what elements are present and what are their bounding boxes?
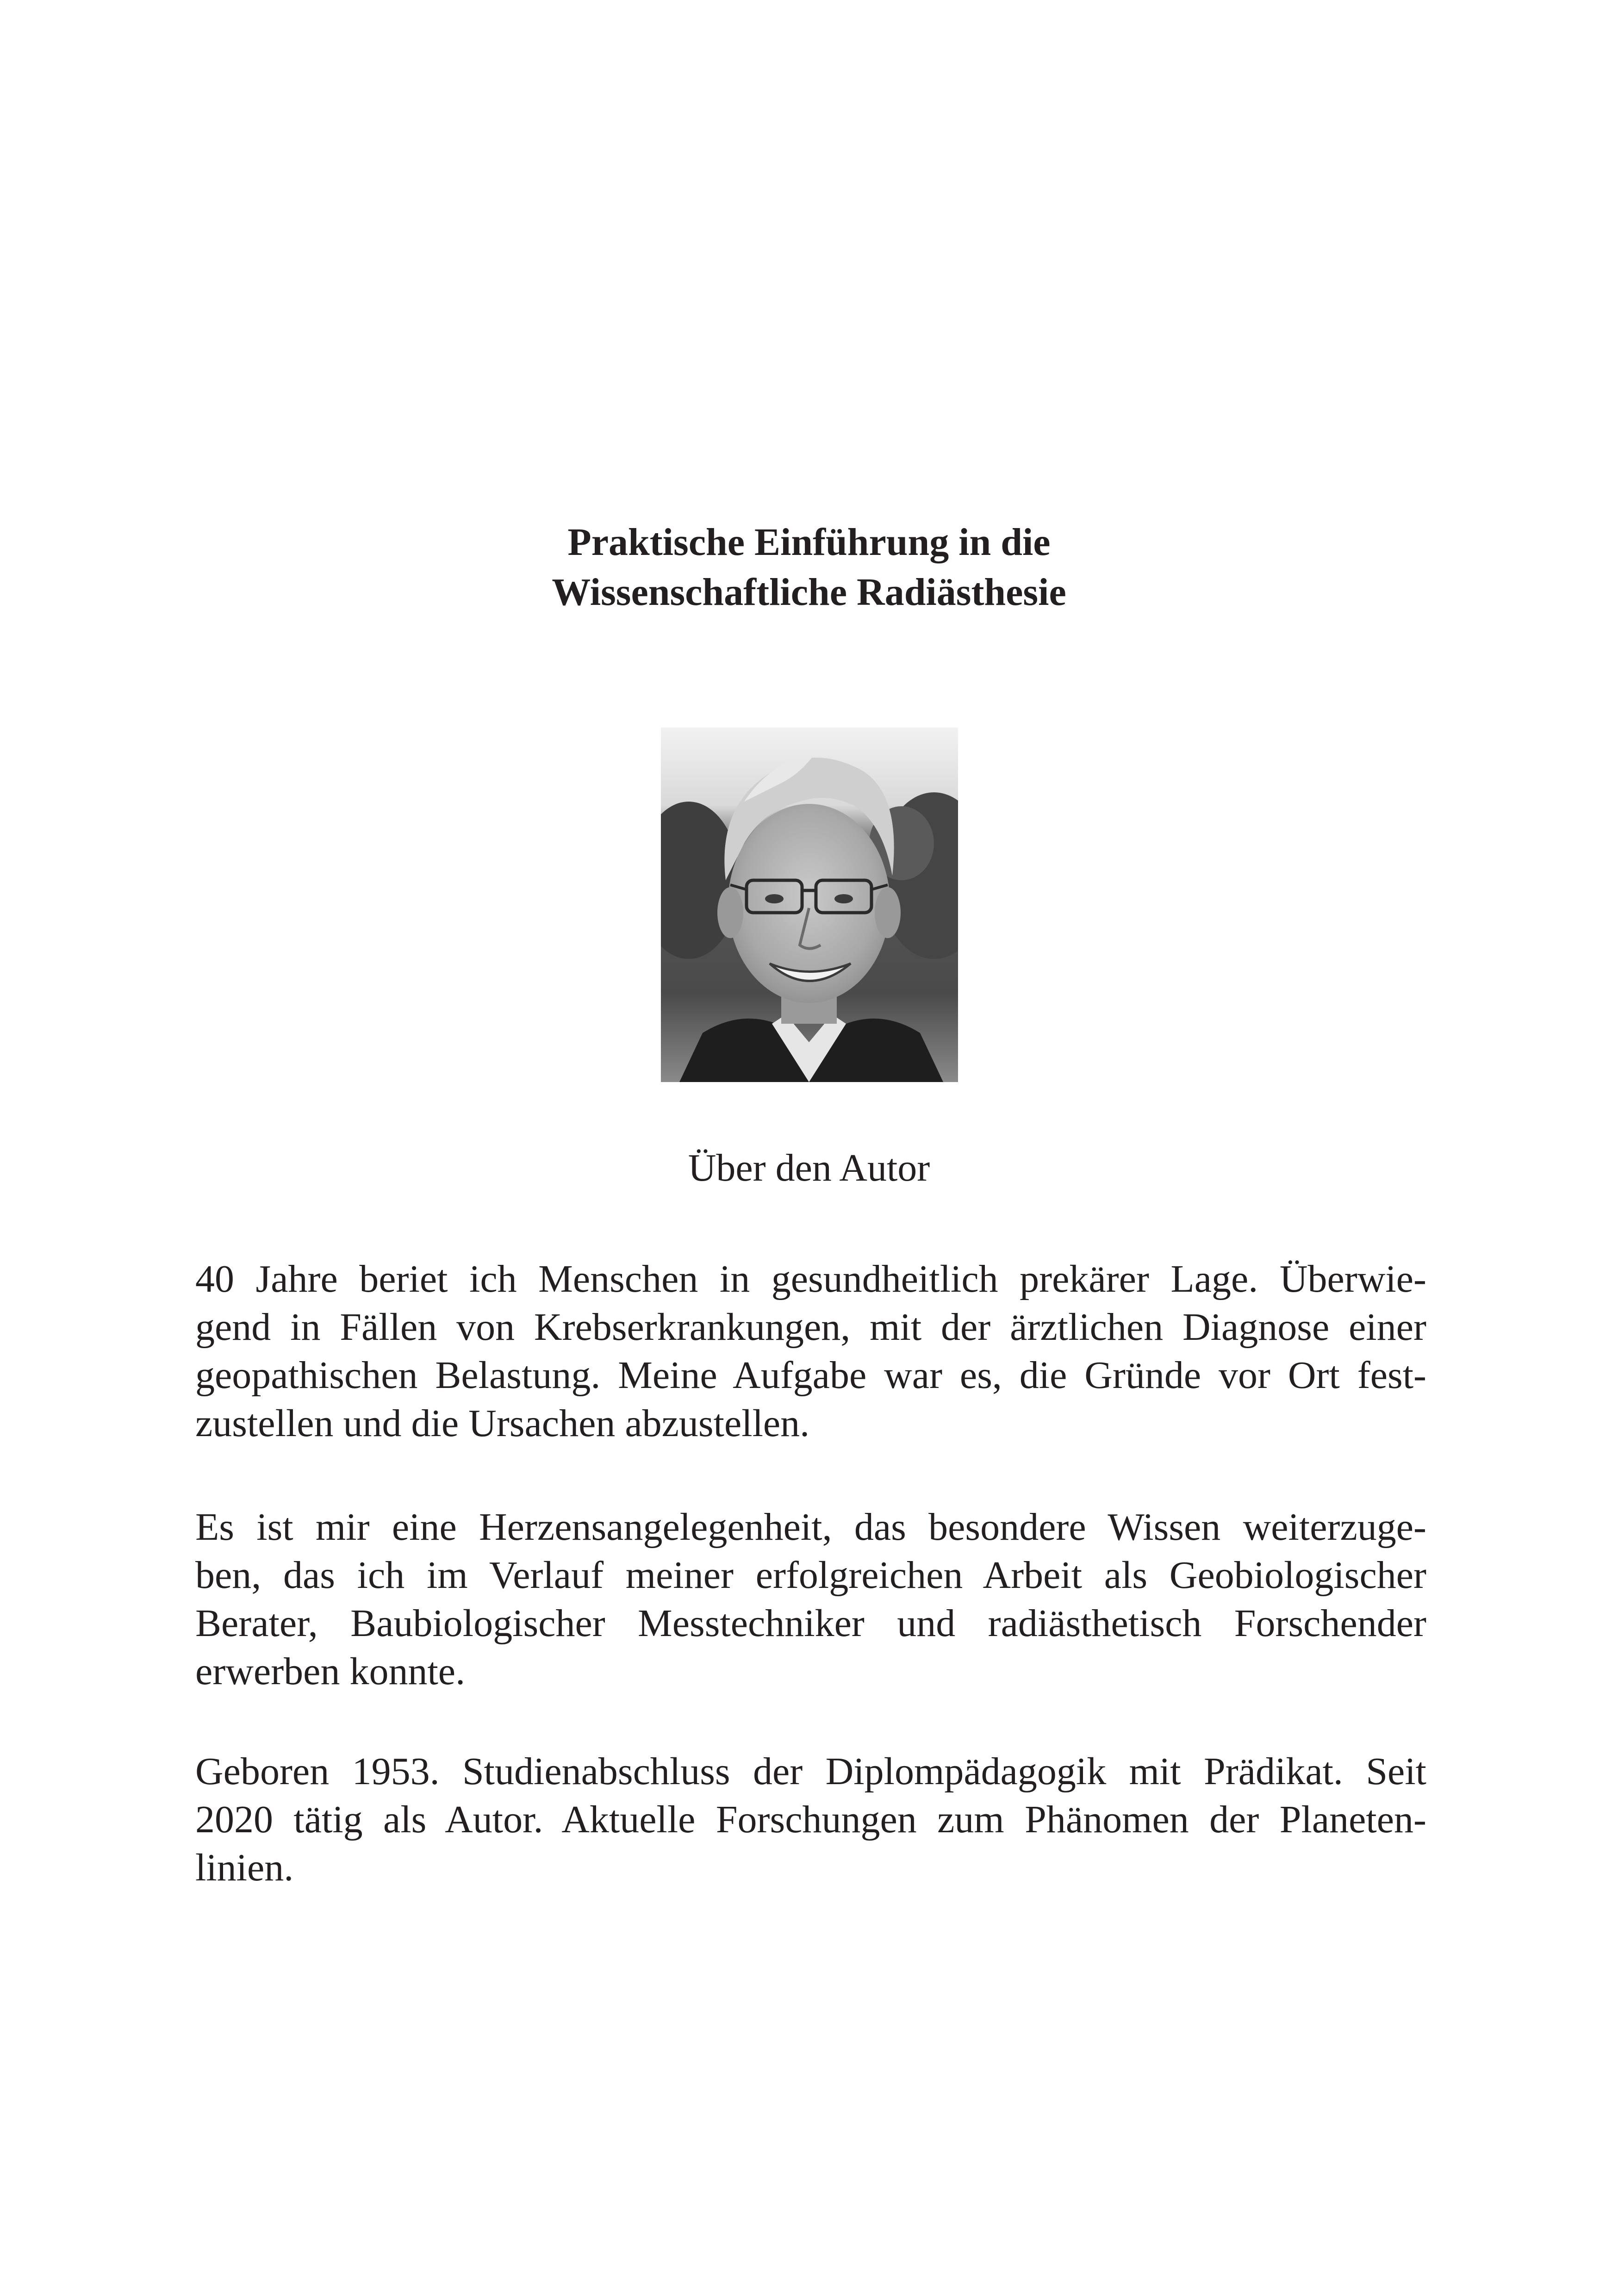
portrait-photo-icon	[661, 728, 958, 1082]
book-title	[0, 517, 1618, 617]
bio-line: Es ist mir eine Herzensangelegenheit, das besondere Wissen weiterzuge-	[195, 1506, 1426, 1549]
bio-paragraph-1	[195, 1255, 1426, 1448]
bio-paragraph-2	[195, 1503, 1426, 1696]
bio-line: 2020 tätig als Autor. Aktuelle Forschungen zum Phänomen der Planeten-	[195, 1798, 1426, 1841]
bio-line: gend in Fällen von Krebserkrankungen, mit der ärztlichen Diagnose einer	[195, 1306, 1426, 1349]
bio-line: 40 Jahre beriet ich Menschen in gesundheitlich prekärer Lage. Überwie-	[195, 1257, 1426, 1300]
book-title-line-1: Praktische Einführung in die	[567, 521, 1051, 564]
about-author-heading: Über den Autor	[688, 1146, 930, 1189]
bio-line: zustellen und die Ursachen abzustellen.	[195, 1402, 810, 1445]
bio-line: erwerben konnte.	[195, 1650, 466, 1693]
author-photo	[661, 728, 958, 1082]
bio-line: ben, das ich im Verlauf meiner erfolgreichen Arbeit als Geobiologischer	[195, 1554, 1426, 1597]
book-title-line-2: Wissenschaftliche Radiästhesie	[552, 571, 1066, 614]
bio-line: linien.	[195, 1846, 294, 1889]
bio-paragraph-3	[195, 1748, 1426, 1892]
bio-line: Geboren 1953. Studienabschluss der Diplompädagogik mit Prädikat. Seit	[195, 1750, 1426, 1793]
bio-line: geopathischen Belastung. Meine Aufgabe war es, die Gründe vor Ort fest-	[195, 1354, 1426, 1397]
bio-line: Berater, Baubiologischer Messtechniker und radiästhetisch Forschender	[195, 1602, 1426, 1645]
